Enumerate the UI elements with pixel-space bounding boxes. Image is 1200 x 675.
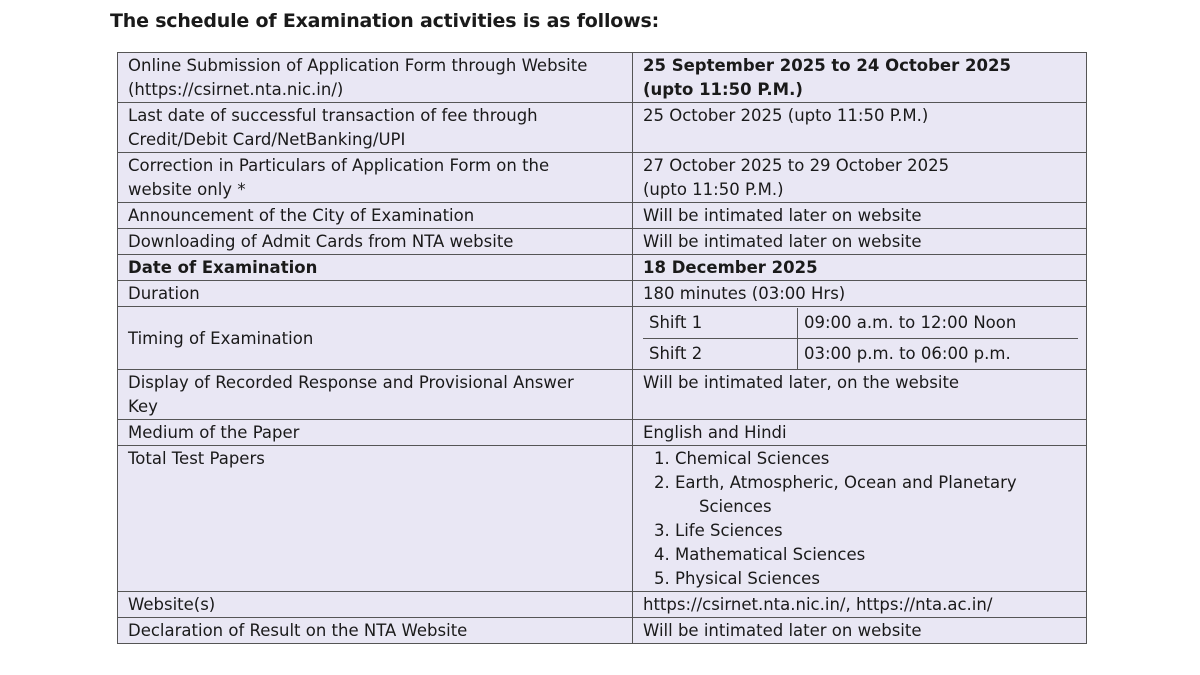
- table-row: [118, 420, 1087, 446]
- table-row: [118, 370, 1087, 420]
- table-row: [118, 153, 1087, 203]
- row-value: English and Hindi: [633, 420, 1087, 446]
- shift-name: Shift 1: [649, 313, 703, 332]
- table-row: [118, 307, 1087, 370]
- row-value: Will be intimated later on website: [633, 229, 1087, 255]
- list-item: 5. Physical Sciences: [675, 567, 1078, 591]
- shift-time: 09:00 a.m. to 12:00 Noon: [798, 308, 1079, 339]
- table-row: [118, 53, 1087, 103]
- row-value: 180 minutes (03:00 Hrs): [633, 281, 1087, 307]
- table-row: [118, 618, 1087, 644]
- schedule-heading: The schedule of Examination activities is as follows:: [110, 10, 659, 32]
- row-value: 25 October 2025 (upto 11:50 P.M.): [633, 103, 1087, 153]
- shift-row: [643, 339, 1078, 370]
- list-item: 1. Chemical Sciences: [675, 447, 1078, 471]
- row-value: 25 September 2025 to 24 October 2025 (upto 11:50 P.M.): [633, 53, 1087, 103]
- list-item: 4. Mathematical Sciences: [675, 543, 1078, 567]
- list-item: 2. Earth, Atmospheric, Ocean and Planetary Sciences: [675, 471, 1078, 519]
- shift-row: [643, 308, 1078, 339]
- row-value: 27 October 2025 to 29 October 2025 (upto 11:50 P.M.): [633, 153, 1087, 203]
- row-label: Total Test Papers: [118, 446, 633, 592]
- row-label: Display of Recorded Response and Provisional Answer Key: [118, 370, 633, 420]
- papers-list: [643, 447, 1078, 591]
- table-row: [118, 229, 1087, 255]
- row-value: [633, 307, 1087, 370]
- timing-table: [643, 308, 1078, 369]
- shift-time: 03:00 p.m. to 06:00 p.m.: [798, 339, 1079, 370]
- schedule-table: [117, 52, 1087, 644]
- row-label: Declaration of Result on the NTA Website: [118, 618, 633, 644]
- row-label: Announcement of the City of Examination: [118, 203, 633, 229]
- row-label: Correction in Particulars of Application Form on the website only *: [118, 153, 633, 203]
- shift-name: Shift 2: [643, 339, 798, 370]
- table-row: [118, 592, 1087, 618]
- row-value: [633, 446, 1087, 592]
- row-label: Last date of successful transaction of fee through Credit/Debit Card/NetBanking/UPI: [118, 103, 633, 153]
- row-value: Will be intimated later on website: [633, 203, 1087, 229]
- row-label: Date of Examination: [118, 255, 633, 281]
- list-item: 3. Life Sciences: [675, 519, 1078, 543]
- row-label: Timing of Examination: [118, 307, 633, 370]
- row-value: https://csirnet.nta.nic.in/, https://nta.ac.in/: [633, 592, 1087, 618]
- row-label: Website(s): [118, 592, 633, 618]
- table-row: [118, 281, 1087, 307]
- table-row: [118, 255, 1087, 281]
- table-row: [118, 446, 1087, 592]
- row-label: Downloading of Admit Cards from NTA website: [118, 229, 633, 255]
- row-value: Will be intimated later on website: [633, 618, 1087, 644]
- row-value: Will be intimated later, on the website: [633, 370, 1087, 420]
- table-row: [118, 103, 1087, 153]
- row-label: Medium of the Paper: [118, 420, 633, 446]
- row-label: Online Submission of Application Form through Website (https://csirnet.nta.nic.in/): [118, 53, 633, 103]
- row-label: Duration: [118, 281, 633, 307]
- row-value: 18 December 2025: [633, 255, 1087, 281]
- table-row: [118, 203, 1087, 229]
